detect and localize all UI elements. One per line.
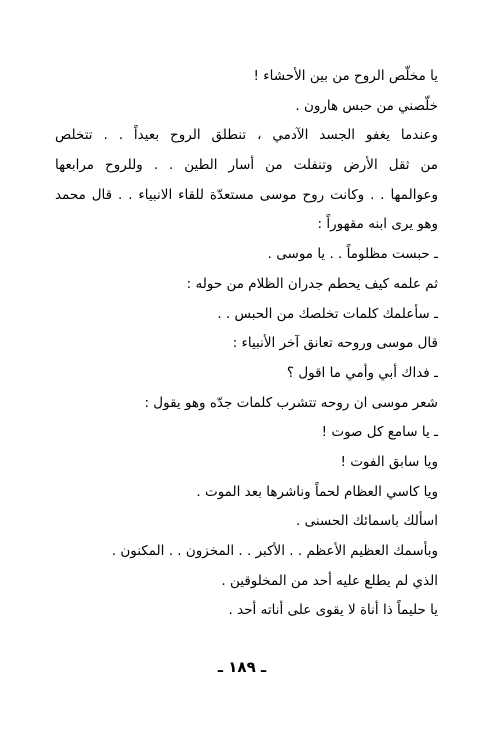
text-line: شعر موسى ان روحه تتشرب كلمات جدّه وهو يقول : (144, 394, 438, 411)
text-line: يا مخلّص الروح من بين الأحشاء ! (253, 68, 438, 84)
page-number: ـ ١٨٩ ـ (217, 658, 267, 676)
text-line: وعوالمها . . وكانت روح موسى مستعدّة للقاء الانبياء . . قال محمد (55, 186, 438, 203)
text-line: ـ سأعلمك كلمات تخلصك من الحبس . . (217, 305, 438, 322)
text-line: ـ يا سامع كل صوت ! (321, 424, 438, 441)
text-line: وبأسمك العظيم الأعظم . . الأكبر . . المخزون . . المكنون . (111, 543, 438, 559)
text-line: وعندما يغفو الجسد الآدمي ، تنطلق الروح بعيداً . . تتخلص (55, 127, 438, 144)
text-line: من ثقل الأرض وتنفلت من أسار الطين . . وللروح مرابعها (55, 157, 438, 174)
text-line: ويا كاسي العظام لحماً وناشرها بعد الموت . (196, 483, 438, 500)
text-line: اسألك باسمائك الحسنى . (295, 513, 438, 530)
text-line: ويا سابق الفوت ! (340, 453, 438, 470)
text-line: قال موسى وروحه تعانق آخر الأنبياء : (232, 335, 438, 352)
text-line: يا حليماً ذا أناة لا يقوى على أناته أحد . (228, 602, 438, 619)
text-line: الذي لم يطلع عليه أحد من المخلوقين . (221, 572, 438, 589)
text-line: ـ فداك أبي وأمي ما اقول ؟ (286, 364, 438, 381)
text-line: ـ حبست مظلوماً . . يا موسى . (267, 246, 438, 263)
text-line: خلّصني من حبس هارون . (295, 97, 438, 114)
text-line: ثم علمه كيف يحطم جدران الظلام من حوله : (186, 275, 438, 292)
text-line: وهو يرى ابنه مقهوراً : (317, 216, 438, 233)
body-text (55, 62, 438, 626)
